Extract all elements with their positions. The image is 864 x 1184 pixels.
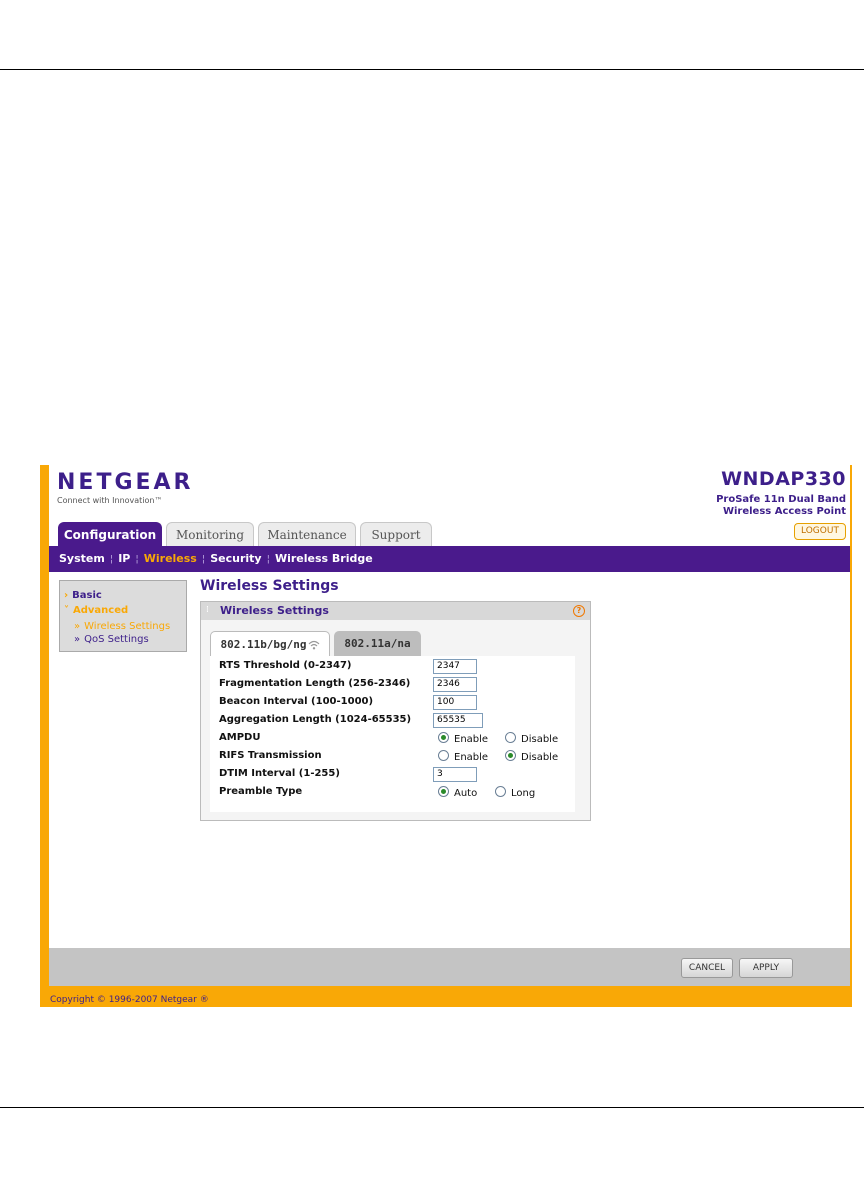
panel-header [201, 602, 590, 620]
sidebar-item-label: Wireless Settings [84, 621, 171, 632]
dtim-interval-label: DTIM Interval (1-255) [219, 768, 340, 779]
product-description-line2: Wireless Access Point [722, 506, 846, 517]
rts-threshold-input[interactable] [433, 659, 477, 674]
preamble-type-label: Preamble Type [219, 786, 303, 797]
subnav-wireless-bridge[interactable]: Wireless Bridge [274, 552, 373, 565]
subnav-security[interactable]: Security [210, 552, 262, 565]
product-model: WNDAP330 [721, 468, 846, 490]
content-area [49, 572, 850, 948]
dtim-interval-input[interactable] [433, 767, 477, 782]
radio-label: Disable [521, 752, 559, 763]
product-description-line1: ProSafe 11n Dual Band [716, 494, 846, 505]
rts-threshold-label: RTS Threshold (0-2347) [219, 660, 352, 671]
ampdu-enable-radio[interactable] [438, 732, 488, 745]
fragmentation-length-input[interactable] [433, 677, 477, 692]
apply-button[interactable]: APPLY [739, 958, 793, 978]
band-tab-label: 802.11b/bg/ng [220, 638, 307, 651]
footer-button-bar [49, 948, 850, 986]
cancel-button[interactable]: CANCEL [681, 958, 733, 978]
subnav-separator: ¦ [201, 554, 206, 565]
radio-checked-icon [438, 786, 449, 797]
sidebar-item-wireless-settings[interactable] [74, 621, 170, 632]
logo-tagline: Connect with Innovation™ [57, 496, 163, 505]
copyright-text: Copyright © 1996-2007 Netgear ® [50, 995, 209, 1005]
preamble-auto-radio[interactable] [438, 786, 477, 799]
radio-checked-icon [505, 750, 516, 761]
radio-label: Long [511, 788, 536, 799]
page-top-rule [0, 69, 864, 70]
radio-label: Disable [521, 734, 559, 745]
radio-unchecked-icon [495, 786, 506, 797]
aggregation-length-input[interactable] [433, 713, 483, 728]
radio-unchecked-icon [505, 732, 516, 743]
app-window [40, 465, 852, 1007]
logout-button[interactable]: LOGOUT [794, 523, 846, 540]
sidebar-item-basic[interactable] [64, 590, 102, 601]
page-bottom-rule [0, 1107, 864, 1108]
panel-title: Wireless Settings [220, 604, 329, 617]
page-title: Wireless Settings [200, 578, 339, 594]
subnav-system[interactable]: System [59, 552, 105, 565]
radio-label: Enable [454, 752, 489, 763]
rifs-enable-radio[interactable] [438, 750, 488, 763]
tab-configuration[interactable]: Configuration [58, 522, 162, 546]
sidebar-item-label: Basic [72, 590, 102, 601]
double-chevron-icon: » [74, 634, 81, 645]
sidebar-item-label: Advanced [73, 605, 129, 616]
chevron-down-icon: ˅ [64, 605, 69, 616]
tab-monitoring[interactable]: Monitoring [166, 522, 254, 546]
rifs-transmission-label: RIFS Transmission [219, 750, 322, 761]
radio-label: Enable [454, 734, 489, 745]
subnav-separator: ¦ [135, 554, 139, 565]
sidebar-item-label: QoS Settings [84, 634, 149, 645]
radio-checked-icon [438, 732, 449, 743]
aggregation-length-label: Aggregation Length (1024-65535) [219, 714, 412, 725]
wifi-icon [308, 640, 320, 650]
tab-802-11ana[interactable]: 802.11a/na [334, 631, 421, 656]
sidebar-item-advanced[interactable] [64, 605, 128, 616]
radio-unchecked-icon [438, 750, 449, 761]
sidebar [59, 580, 187, 652]
double-chevron-icon: » [74, 621, 81, 632]
grip-icon: ⁞ [206, 605, 209, 615]
sub-navigation [49, 546, 850, 572]
subnav-wireless[interactable]: Wireless [143, 552, 197, 565]
subnav-separator: ¦ [109, 554, 114, 565]
beacon-interval-input[interactable] [433, 695, 477, 710]
ampdu-label: AMPDU [219, 732, 261, 743]
chevron-right-icon: › [64, 590, 69, 601]
tab-maintenance[interactable]: Maintenance [258, 522, 356, 546]
subnav-separator: ¦ [266, 554, 270, 565]
fragmentation-length-label: Fragmentation Length (256-2346) [219, 678, 411, 689]
netgear-logo: NETGEAR [57, 470, 194, 495]
rifs-disable-radio[interactable] [505, 750, 558, 763]
subnav-ip[interactable]: IP [118, 552, 131, 565]
tab-support[interactable]: Support [360, 522, 432, 546]
ampdu-disable-radio[interactable] [505, 732, 558, 745]
app-header [49, 465, 850, 546]
radio-label: Auto [454, 788, 478, 799]
help-icon[interactable]: ? [573, 605, 585, 617]
beacon-interval-label: Beacon Interval (100-1000) [219, 696, 374, 707]
tab-802-11bgng[interactable] [210, 631, 330, 656]
sidebar-item-qos-settings[interactable] [74, 634, 149, 645]
preamble-long-radio[interactable] [495, 786, 535, 799]
wireless-settings-form [210, 656, 575, 812]
wireless-settings-panel [200, 601, 591, 821]
